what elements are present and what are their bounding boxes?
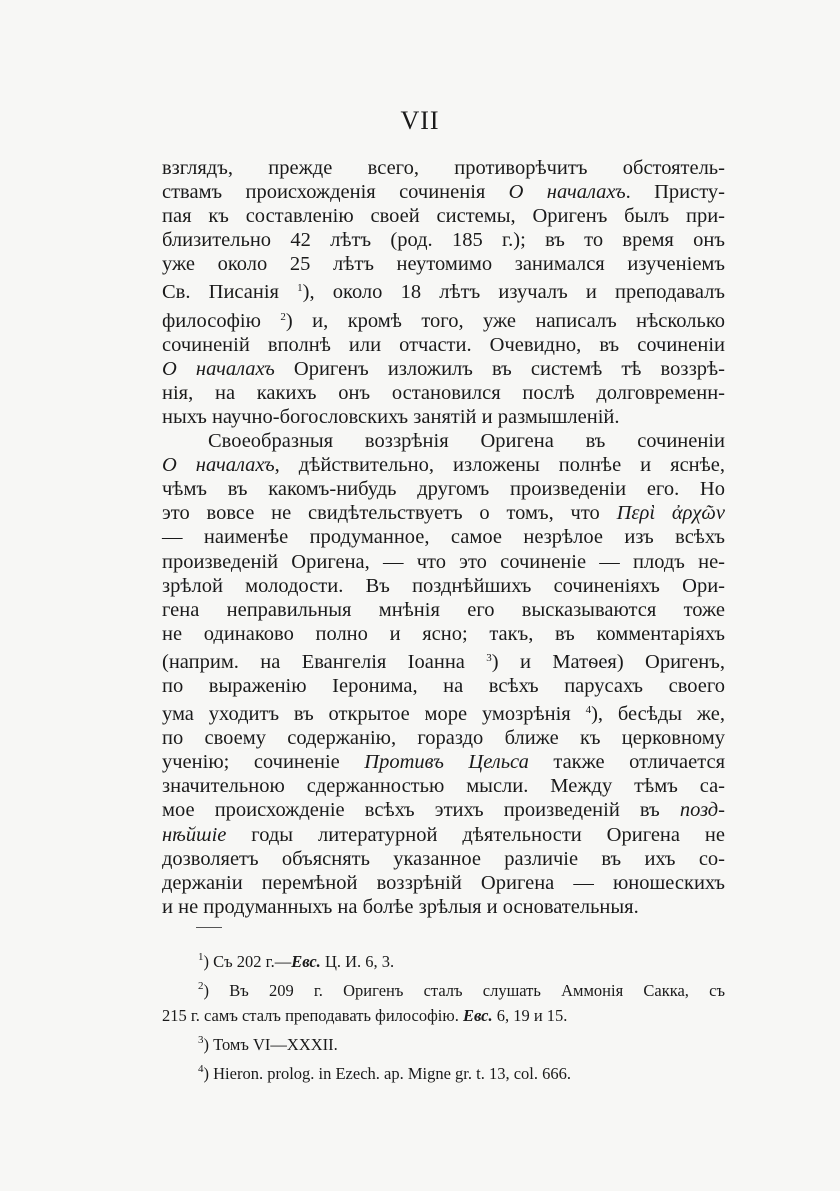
italic-title: Περὶ ἀρχῶν [616,502,726,525]
footnote-line: $^2$) Въ 209 г. Оригенъ сталъ слушать Аммонія Сакка, съ [198,980,725,1000]
text-run: также отличается [528,751,725,774]
text-line: держаніи перемѣной воззрѣній Оригена — юношескихъ [162,871,725,894]
text-run: Оригенъ изложилъ въ системѣ тѣ воззрѣ- [274,357,725,380]
text-line: нія, на какихъ онъ остановился послѣ долговременн- [162,381,725,404]
text-line: не одинаково полно и ясно; такъ, въ комментаріяхъ [162,622,725,645]
footnote-line [162,1003,725,1028]
footnote [162,1057,725,1086]
footnote-line: $^4$) Hieron. prolog. in Ezech. ap. Migne gr. t. 13, col. 666. [198,1063,572,1083]
italic-title: О началахъ [162,357,275,380]
text-line: по выраженію Іеронима, на всѣхъ парусахъ своего [162,674,725,697]
italic-title: О началахъ [508,181,626,204]
italic-title: нѣйшіе [162,823,227,846]
footnote-marker: 1 [198,951,204,963]
source-abbrev: Евс. [291,952,321,971]
page-number: VII [400,106,440,135]
text-run: мое происхожденіе всѣхъ этихъ произведеній въ [162,799,680,822]
text-run: это вовсе не свидѣтельствуетъ о томъ, что [162,502,617,525]
text-line [162,453,725,477]
text-run: (наприм. на Евангелія Іоанна [162,650,487,673]
text-line [162,357,725,381]
footnote [162,945,725,974]
text-line [162,750,725,774]
text-line: гена неправильныя мнѣнія его высказываются тоже [162,598,725,621]
text-line: произведеній Оригена, — что это сочиненіе — плодъ не- [162,550,725,573]
text-line [162,180,725,204]
text-line: по своему содержанію, гораздо ближе къ церковному [162,727,725,750]
source-abbrev: Евс. [462,1006,493,1025]
footnote-ref: 1 [297,282,303,295]
text-run: Томъ VI—XXXII. [213,1035,338,1054]
text-line: зрѣлой молодости. Въ позднѣйшихъ сочиненіяхъ Ори- [162,574,725,597]
text-line: дозволяетъ объяснять указанное различіе въ ихъ со- [162,847,725,870]
text-run: ученію; сочиненіе [162,751,365,774]
text-line: значительною сдержанностью мысли. Между тѣмъ са- [162,775,725,798]
text-line [162,501,725,525]
footnote-separator [196,927,222,928]
italic-title: О началахъ [162,454,275,477]
text-run: . Присту- [625,181,726,204]
text-line: ныхъ научно-богословскихъ занятій и размышленій. [162,405,620,428]
main-text [162,156,725,919]
text-run: ) и, кромѣ того, уже написалъ нѣсколько [285,309,725,332]
footnote-ref: 2 [280,310,286,323]
footnote-ref: 4 [585,704,592,717]
footnote-marker: 3 [198,1034,204,1046]
text-run: Св. Писанія [162,281,298,304]
footnote-line: $^1$) Съ 202 г.—Евс. Ц. И. 6, 3. [198,951,395,971]
text-line [162,823,725,847]
text-line: сочиненій вполнѣ или отчасти. Очевидно, въ сочиненіи [162,333,725,356]
footnote-line: $^3$) Томъ VI—XXXII. [198,1034,338,1054]
footnote [162,1028,725,1057]
text-line [162,798,725,822]
text-run: ствамъ происхожденія сочиненія [162,181,509,204]
text-run: ума уходитъ въ открытое море умозрѣнія [162,703,586,726]
paragraph [162,156,725,429]
text-line: взглядъ, прежде всего, противорѣчитъ обстоятель- [162,157,725,179]
text-line: чѣмъ въ какомъ-нибудь другомъ произведеніи его. Но [162,478,725,501]
text-run: философію [162,309,281,332]
text-line [162,698,725,726]
text-line [162,305,725,333]
text-line: Своеобразныя воззрѣнія Оригена въ сочиненіи [208,430,725,453]
text-run: Съ 202 г.— [213,952,292,971]
text-line [162,646,725,674]
paragraph [162,429,725,919]
footnote-ref: 3 [486,651,492,664]
text-run: Ц. И. 6, 3. [320,952,395,971]
text-run: годы литературной дѣятельности Оригена не [226,823,725,846]
footnote-marker: 4 [198,1063,204,1075]
text-line: пая къ составленію своей системы, Оригенъ былъ при- [162,205,725,228]
text-line: — наименѣе продуманное, самое незрѣлое изъ всѣхъ [162,526,725,549]
footnote [162,974,725,1028]
text-line [162,276,725,304]
text-run: 6, 19 и 15. [492,1006,568,1025]
text-run: ) и Матѳея) Оригенъ, [491,650,726,673]
text-run: ), бесѣды же, [591,703,725,726]
text-run: , дѣйствительно, изложены полнѣе и яснѣе, [274,454,725,477]
text-run: Hieron. prolog. in Ezech. ap. Migne gr. t. 13, col. 666. [213,1064,572,1083]
text-line: близительно 42 лѣтъ (род. 185 г.); въ то время онъ [162,229,725,252]
text-line: и не продуманныхъ на болѣе зрѣлыя и основательныя. [162,895,639,918]
italic-title: Противъ Цельса [364,751,529,774]
text-run: 215 г. самъ сталъ преподавать философію. [162,1006,463,1025]
text-line: уже около 25 лѣтъ неутомимо занимался изученіемъ [162,253,725,276]
italic-title: позд- [679,799,725,822]
footnotes [162,945,725,1086]
text-run: ), около 18 лѣтъ изучалъ и преподавалъ [302,281,725,304]
footnote-marker: 2 [198,980,204,992]
text-run: Въ 209 г. Оригенъ сталъ слушать Аммонія Сакка, съ [229,981,725,1000]
